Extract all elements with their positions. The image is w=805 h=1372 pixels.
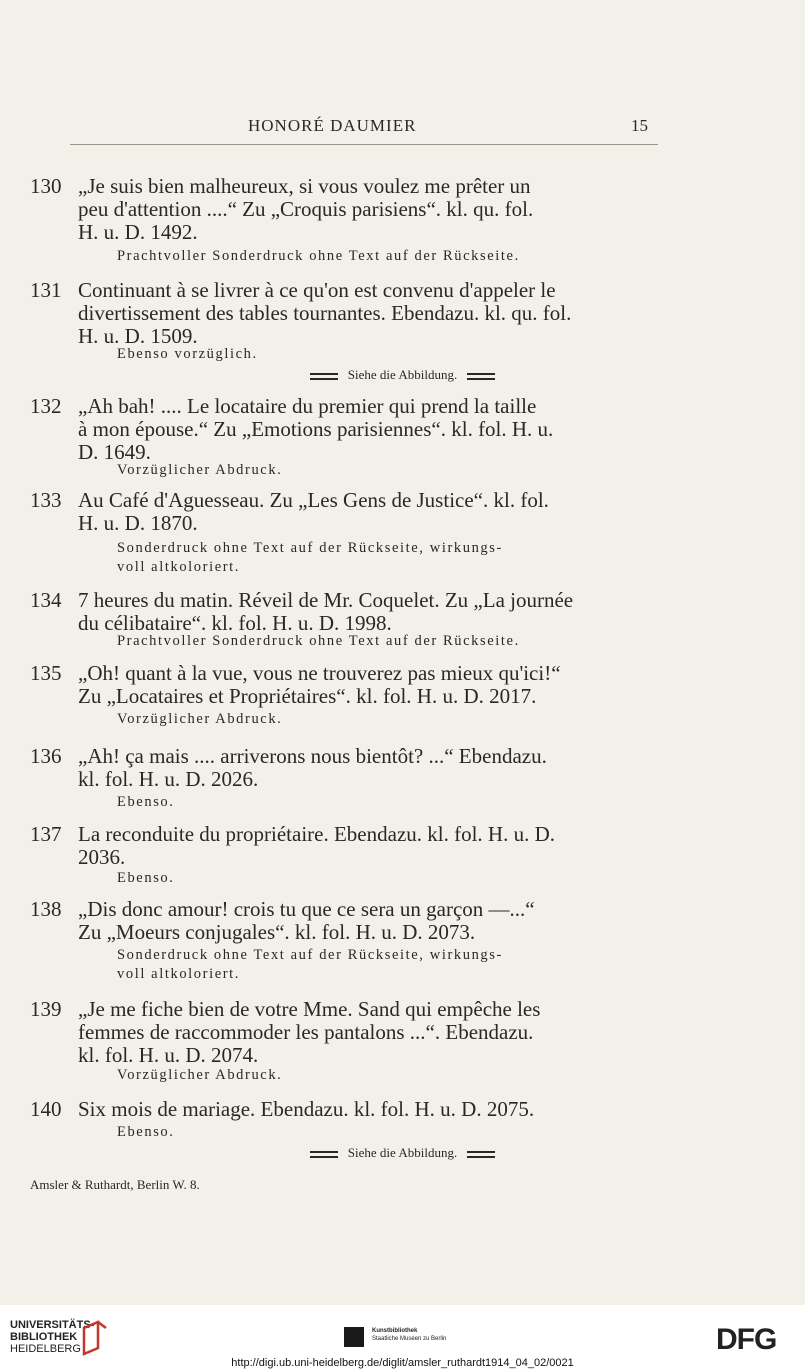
entry-text [78, 175, 658, 244]
entry-number: 135 [30, 661, 62, 685]
entry-line: peu d'attention ....“ Zu „Croquis parisiens“. kl. qu. fol. [78, 197, 534, 221]
entry-line: „Je me fiche bien de votre Mme. Sand qui empêche les [78, 997, 541, 1021]
entry-text [78, 662, 658, 708]
entry-line: Au Café d'Aguesseau. Zu „Les Gens de Justice“. kl. fol. [78, 488, 549, 512]
entry-line: H. u. D. 1492. [78, 220, 198, 244]
entry-note [117, 946, 677, 984]
entry-note: Ebenso. [117, 870, 175, 886]
double-rule-icon [310, 373, 338, 380]
entry-line: Zu „Moeurs conjugales“. kl. fol. H. u. D. 2073. [78, 920, 476, 944]
entry-line: divertissement des tables tournantes. Ebendazu. kl. qu. fol. [78, 301, 572, 325]
entry-number: 137 [30, 822, 62, 846]
entry-note: Ebenso. [117, 1124, 175, 1140]
entry-note: Vorzüglicher Abdruck. [117, 1067, 283, 1083]
entry-text [78, 823, 658, 869]
entry-number: 138 [30, 897, 62, 921]
entry-number: 133 [30, 488, 62, 512]
see-label: Siehe die Abbildung. [347, 367, 458, 382]
kunstbibliothek-logo [372, 1327, 446, 1343]
running-head [0, 116, 805, 140]
entry-line: du célibataire“. kl. fol. H. u. D. 1998. [78, 611, 392, 635]
double-rule-icon [467, 1151, 495, 1158]
entry-line: „Ah! ça mais .... arriverons nous bientôt? ...“ Ebendazu. [78, 744, 547, 768]
entry-number: 132 [30, 394, 62, 418]
see-illustration-note [0, 367, 805, 383]
double-rule-icon [467, 373, 495, 380]
logo-line: HEIDELBERG [10, 1343, 81, 1355]
entry-number: 140 [30, 1097, 62, 1121]
entry-line: femmes de raccommoder les pantalons ...“. Ebendazu. [78, 1020, 534, 1044]
entry-line: 7 heures du matin. Réveil de Mr. Coquelet. Zu „La journée [78, 588, 574, 612]
entry-line: „Dis donc amour! crois tu que ce sera un garçon —...“ [78, 897, 535, 921]
entry-number: 136 [30, 744, 62, 768]
logo-line: BIBLIOTHEK [10, 1331, 78, 1343]
entry-note: Prachtvoller Sonderdruck ohne Text auf der Rückseite. [117, 633, 520, 649]
header-rule [70, 144, 658, 145]
digitization-footer [0, 1305, 805, 1372]
entry-note: Vorzüglicher Abdruck. [117, 462, 283, 478]
entry-line: H. u. D. 1509. [78, 324, 198, 348]
entry-line: à mon épouse.“ Zu „Emotions parisiennes“. kl. fol. H. u. [78, 417, 554, 441]
entry-line: H. u. D. 1870. [78, 511, 198, 535]
printer-imprint: Amsler & Ruthardt, Berlin W. 8. [30, 1177, 200, 1192]
entry-note: Prachtvoller Sonderdruck ohne Text auf der Rückseite. [117, 248, 520, 264]
entry-note: Ebenso. [117, 794, 175, 810]
university-mark-icon [80, 1318, 110, 1358]
double-rule-icon [310, 1151, 338, 1158]
entry-line: Six mois de mariage. Ebendazu. kl. fol. H. u. D. 2075. [78, 1097, 535, 1121]
see-label: Siehe die Abbildung. [347, 1145, 458, 1160]
entry-line: Continuant à se livrer à ce qu'on est convenu d'appeler le [78, 278, 556, 302]
entry-number: 134 [30, 588, 62, 612]
entry-text [78, 279, 658, 348]
see-illustration-note [0, 1145, 805, 1161]
logo-line: Staatliche Museen zu Berlin [372, 1336, 447, 1342]
entry-line: „Ah bah! .... Le locataire du premier qui prend la taille [78, 394, 537, 418]
logo-line: Kunstbibliothek [372, 1328, 418, 1334]
entry-line: La reconduite du propriétaire. Ebendazu. kl. fol. H. u. D. [78, 822, 556, 846]
logo-line: UNIVERSITÄTS- [10, 1319, 95, 1331]
entry-note: Vorzüglicher Abdruck. [117, 711, 283, 727]
entry-number: 139 [30, 997, 62, 1021]
entry-text [78, 489, 658, 535]
entry-line: kl. fol. H. u. D. 2074. [78, 1043, 259, 1067]
note-line: voll altkoloriert. [117, 559, 241, 575]
entry-text [78, 1098, 658, 1121]
page-number: 15 [631, 116, 648, 135]
entry-note: Ebenso vorzüglich. [117, 346, 258, 362]
note-line: Sonderdruck ohne Text auf der Rückseite, wirkungs- [117, 540, 503, 556]
entry-text [78, 898, 658, 944]
entry-line: kl. fol. H. u. D. 2026. [78, 767, 259, 791]
note-line: Sonderdruck ohne Text auf der Rückseite, wirkungs- [117, 947, 503, 963]
entry-text [78, 998, 658, 1067]
dfg-logo: DFG [716, 1323, 777, 1356]
source-url[interactable]: http://digi.ub.uni-heidelberg.de/diglit/amsler_ruthardt1914_04_02/0021 [231, 1357, 574, 1369]
page-title: HONORÉ DAUMIER [248, 116, 417, 135]
entry-number: 131 [30, 278, 62, 302]
entry-line: D. 1649. [78, 440, 151, 464]
entry-line: Zu „Locataires et Propriétaires“. kl. fol. H. u. D. 2017. [78, 684, 537, 708]
entry-line: „Oh! quant à la vue, vous ne trouverez pas mieux qu'ici!“ [78, 661, 561, 685]
note-line: voll altkoloriert. [117, 966, 241, 982]
entry-note [117, 539, 677, 577]
entry-text [78, 589, 658, 635]
entry-text [78, 395, 658, 464]
entry-line: 2036. [78, 845, 126, 869]
kunstbibliothek-logo-icon [344, 1327, 364, 1347]
entry-text [78, 745, 658, 791]
entry-number: 130 [30, 174, 62, 198]
entry-line: „Je suis bien malheureux, si vous voulez me prêter un [78, 174, 531, 198]
